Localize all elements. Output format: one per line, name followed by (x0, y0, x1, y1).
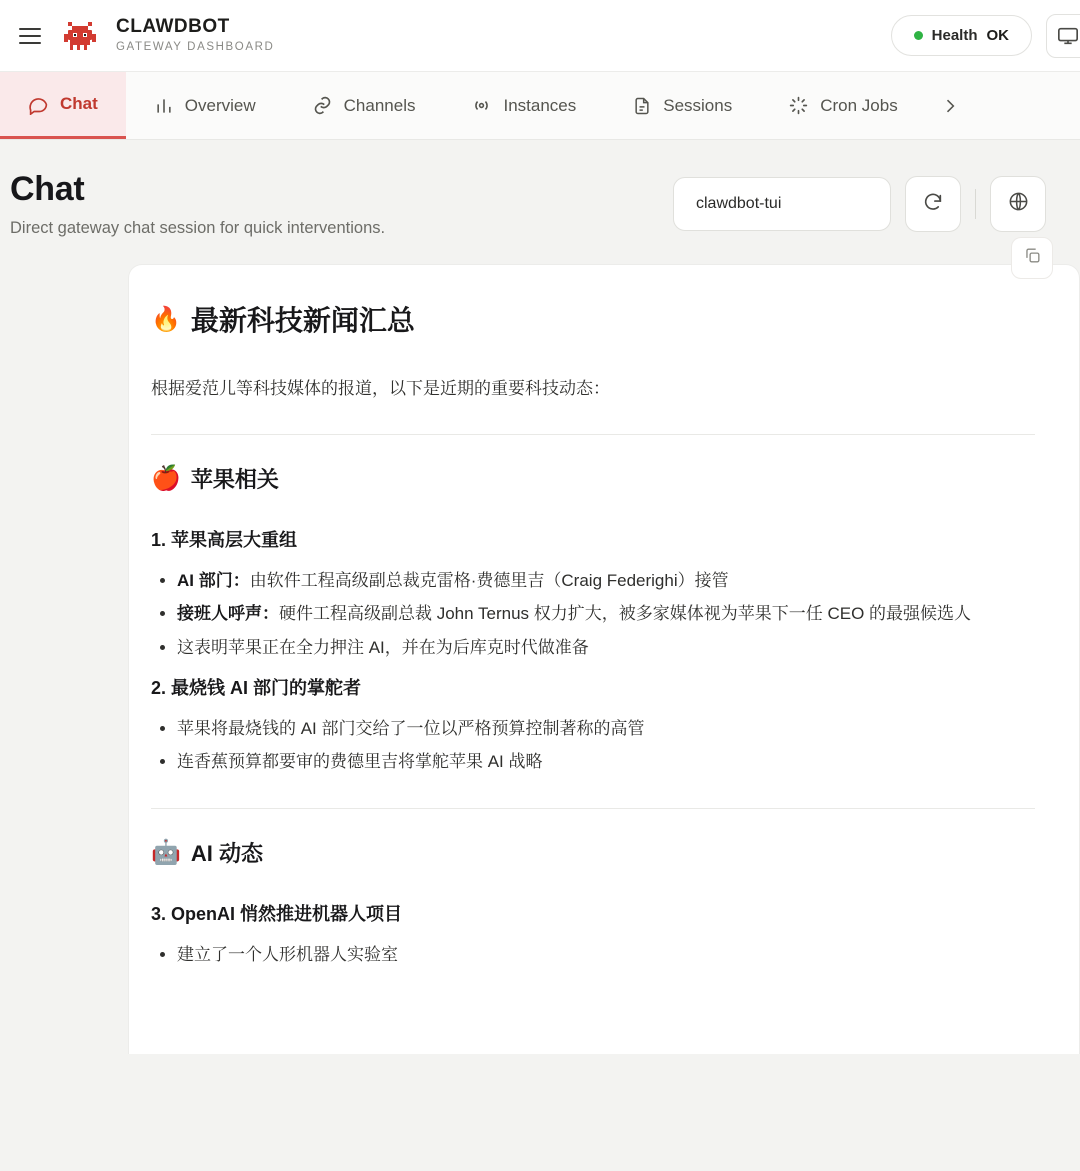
section-heading-ai (151, 837, 1035, 868)
subsection-heading: 2. 最烧钱 AI 部门的掌舵者 (151, 677, 362, 698)
crab-pixel-logo-icon (58, 14, 102, 58)
top-bar (0, 0, 1080, 72)
chevron-right-icon (940, 96, 960, 116)
tab-instances[interactable] (443, 72, 604, 139)
list-item-text: 建立了一个人形机器人实验室 (177, 945, 398, 965)
list-item-label: AI 部门： (177, 571, 250, 591)
status-badge[interactable] (891, 15, 1032, 56)
bullet-list (151, 940, 1035, 969)
tab-overflow[interactable] (926, 72, 974, 139)
monitor-icon[interactable] (1046, 14, 1080, 58)
health-status: OK (986, 27, 1009, 44)
list-item (177, 599, 1035, 628)
robot-emoji-icon: 🤖 (151, 839, 181, 867)
bar-chart-icon (154, 96, 174, 116)
copy-icon (1023, 246, 1042, 270)
globe-gear-icon (1007, 190, 1030, 218)
page-header-actions (673, 170, 1046, 232)
assistant-message (128, 264, 1080, 1054)
page-title: Chat (10, 170, 85, 208)
chat-transcript (0, 264, 1080, 1054)
list-item (177, 566, 1035, 595)
main-nav (0, 72, 1080, 140)
tab-label: Channels (343, 95, 416, 115)
brand (58, 14, 274, 58)
page-subtitle: Direct gateway chat session for quick interventions. (10, 219, 386, 237)
hamburger-menu-icon[interactable] (10, 16, 50, 56)
tab-cron-jobs[interactable] (760, 72, 925, 139)
chat-bubble-icon (28, 94, 49, 115)
bullet-list (151, 566, 1035, 662)
tab-chat[interactable] (0, 72, 126, 139)
list-item (177, 714, 1035, 743)
list-item (177, 747, 1035, 776)
broadcast-icon (471, 95, 492, 116)
section-heading-text: AI 动态 (190, 841, 264, 867)
tab-overview[interactable] (126, 72, 284, 139)
bullet-list (151, 714, 1035, 776)
page-header (0, 140, 1080, 264)
fire-emoji-icon: 🔥 (151, 305, 181, 333)
document-icon (632, 96, 652, 116)
message-intro: 根据爱范儿等科技媒体的报道，以下是近期的重要科技动态： (151, 379, 610, 398)
brand-text (116, 17, 274, 54)
section-heading-apple (151, 463, 1035, 494)
list-item-text: 由软件工程高级副总裁克雷格·费德里吉（Craig Federighi）接管 (249, 571, 729, 591)
health-label: Health (931, 27, 978, 44)
session-name-input[interactable]: clawdbot-tui (673, 177, 891, 231)
refresh-button[interactable] (905, 176, 961, 232)
top-bar-actions (891, 14, 1066, 58)
settings-button[interactable] (990, 176, 1046, 232)
list-item-text: 苹果将最烧钱的 AI 部门交给了一位以严格预算控制著称的高管 (177, 718, 645, 738)
list-item-text: 这表明苹果正在全力押注 AI，并在为后库克时代做准备 (177, 637, 589, 657)
tab-label: Chat (60, 94, 98, 113)
list-item (177, 633, 1035, 662)
section-divider (151, 808, 1035, 809)
tab-label: Sessions (663, 95, 733, 115)
message-heading-text: 最新科技新闻汇总 (190, 305, 415, 336)
refresh-icon (922, 191, 944, 218)
section-divider (151, 434, 1035, 435)
message-heading (151, 299, 1035, 339)
list-item-text: 硬件工程高级副总裁 John Ternus 权力扩大，被多家媒体视为苹果下一任 CEO 的最强候选人 (279, 604, 972, 624)
tab-label: Instances (503, 95, 577, 115)
list-item-text: 连香蕉预算都要审的费德里吉将掌舵苹果 AI 战略 (177, 752, 543, 772)
brand-subtitle: GATEWAY DASHBOARD (116, 41, 275, 54)
apple-emoji-icon: 🍎 (151, 465, 181, 493)
copy-button[interactable] (1011, 237, 1053, 279)
subsection-heading: 1. 苹果高层大重组 (151, 530, 298, 551)
tab-label: Overview (184, 95, 256, 115)
sparkle-loader-icon (788, 95, 809, 116)
list-item-label: 接班人呼声： (177, 604, 279, 624)
section-heading-text: 苹果相关 (190, 467, 279, 493)
brand-title: CLAWDBOT (116, 16, 230, 38)
subsection-heading: 3. OpenAI 悄然推进机器人项目 (151, 904, 403, 925)
tab-channels[interactable] (284, 72, 444, 139)
tab-label: Cron Jobs (820, 95, 898, 115)
status-dot-icon (914, 31, 923, 40)
list-item (177, 940, 1035, 969)
link-icon (312, 95, 333, 116)
tab-sessions[interactable] (604, 72, 760, 139)
toolbar-divider (975, 189, 976, 219)
